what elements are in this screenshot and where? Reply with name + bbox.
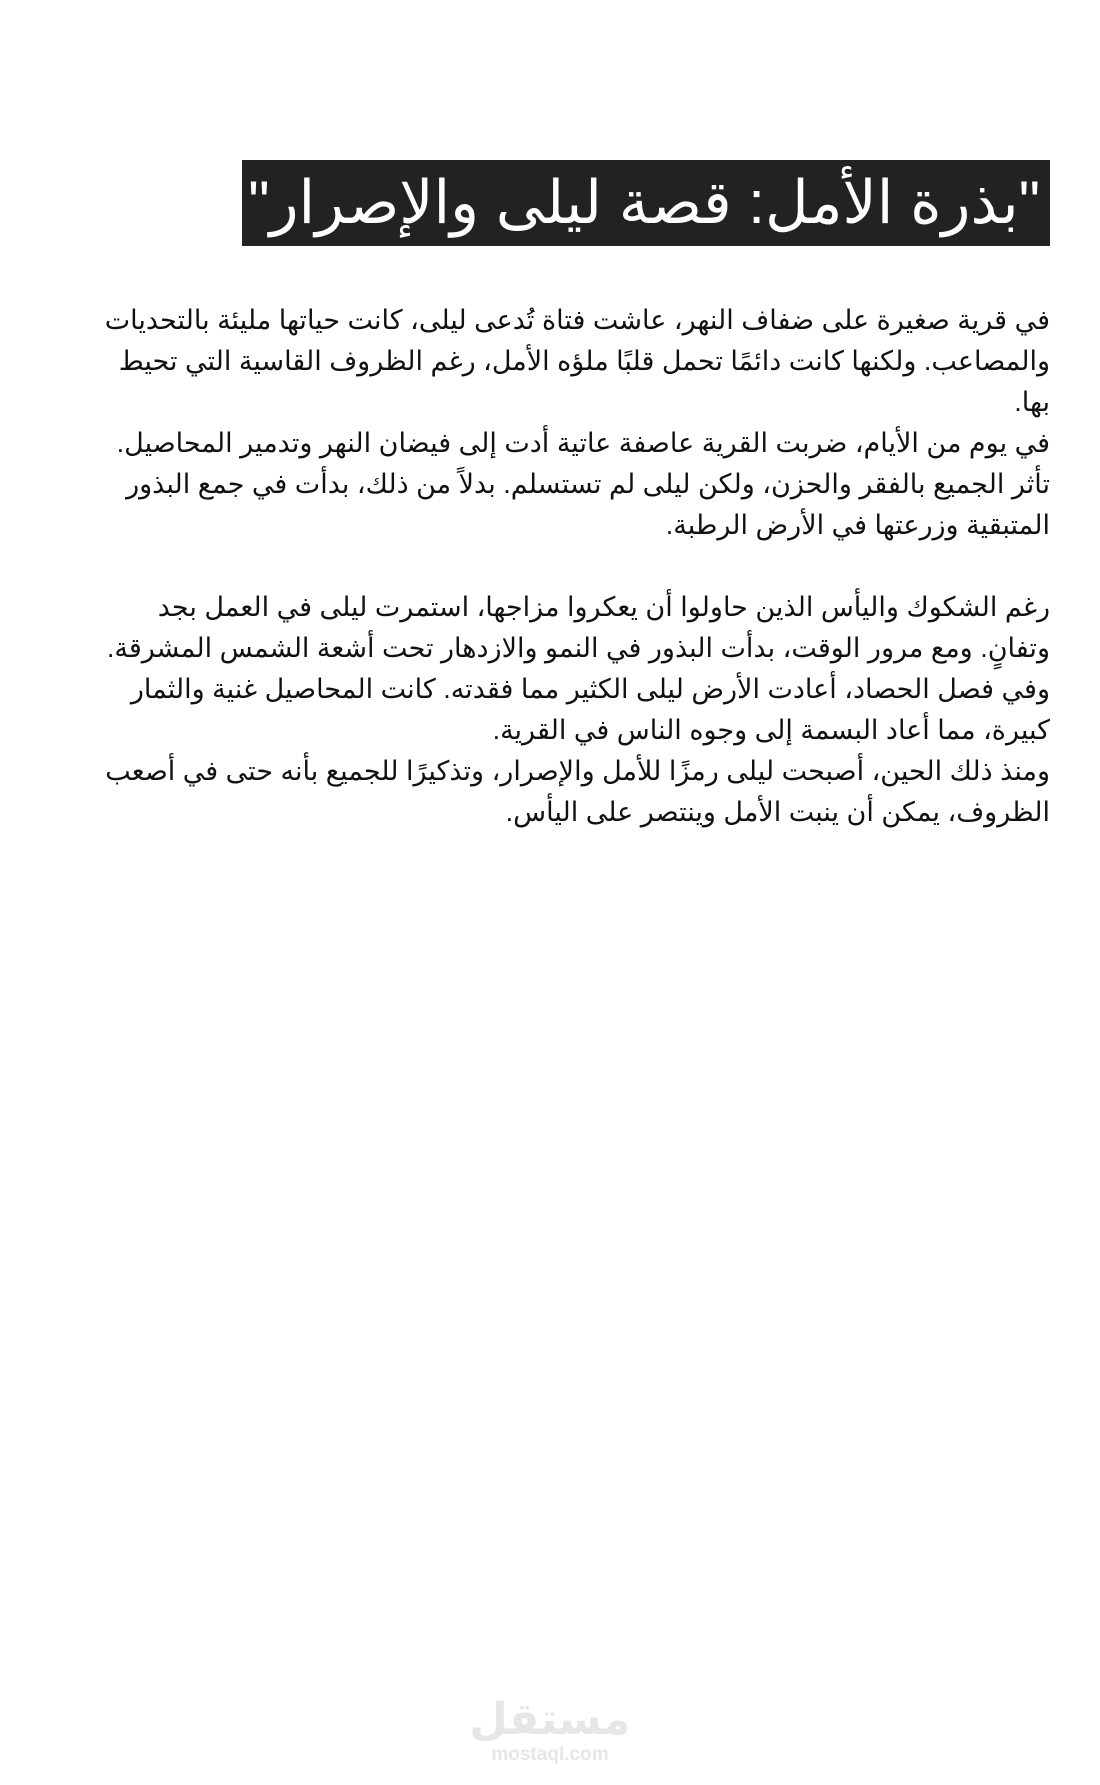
watermark — [0, 1696, 1100, 1766]
title-block — [242, 160, 1050, 246]
paragraph-harvest: وفي فصل الحصاد، أعادت الأرض ليلى الكثير مما فقدته. كانت المحاصيل غنية والثمار كبيرة، مما أعاد البسمة إلى وجوه الناس في القرية. — [130, 674, 1050, 745]
paragraph-conclusion: ومنذ ذلك الحين، أصبحت ليلى رمزًا للأمل والإصرار، وتذكيرًا للجميع بأنه حتى في أصعب الظروف، يمكن أن ينبت الأمل وينتصر على اليأس. — [105, 756, 1050, 827]
watermark-logo: مستقل — [469, 1694, 631, 1745]
watermark-url: mostaql.com — [491, 1744, 609, 1765]
paragraph-spacer — [84, 546, 1050, 587]
paragraph-perseverance: رغم الشكوك واليأس الذين حاولوا أن يعكروا مزاجها، استمرت ليلى في العمل بجد وتفانٍ. ومع مرور الوقت، بدأت البذور في النمو والازدهار تحت أشعة الشمس المشرقة. — [106, 592, 1050, 663]
paragraph-intro: في قرية صغيرة على ضفاف النهر، عاشت فتاة تُدعى ليلى، كانت حياتها مليئة بالتحديات والمصاعب. ولكنها كانت دائمًا تحمل قلبًا ملؤه الأمل، رغم الظروف القاسية التي تحيط بها. — [104, 305, 1050, 417]
document-title: "بذرة الأمل: قصة ليلى والإصرار" — [242, 160, 1050, 246]
story-body — [84, 300, 1050, 833]
paragraph-storm: في يوم من الأيام، ضربت القرية عاصفة عاتية أدت إلى فيضان النهر وتدمير المحاصيل. تأثر الجميع بالفقر والحزن، ولكن ليلى لم تستسلم. بدلاً من ذلك، بدأت في جمع البذور المتبقية وزرعتها في الأرض الرطبة. — [116, 428, 1050, 540]
